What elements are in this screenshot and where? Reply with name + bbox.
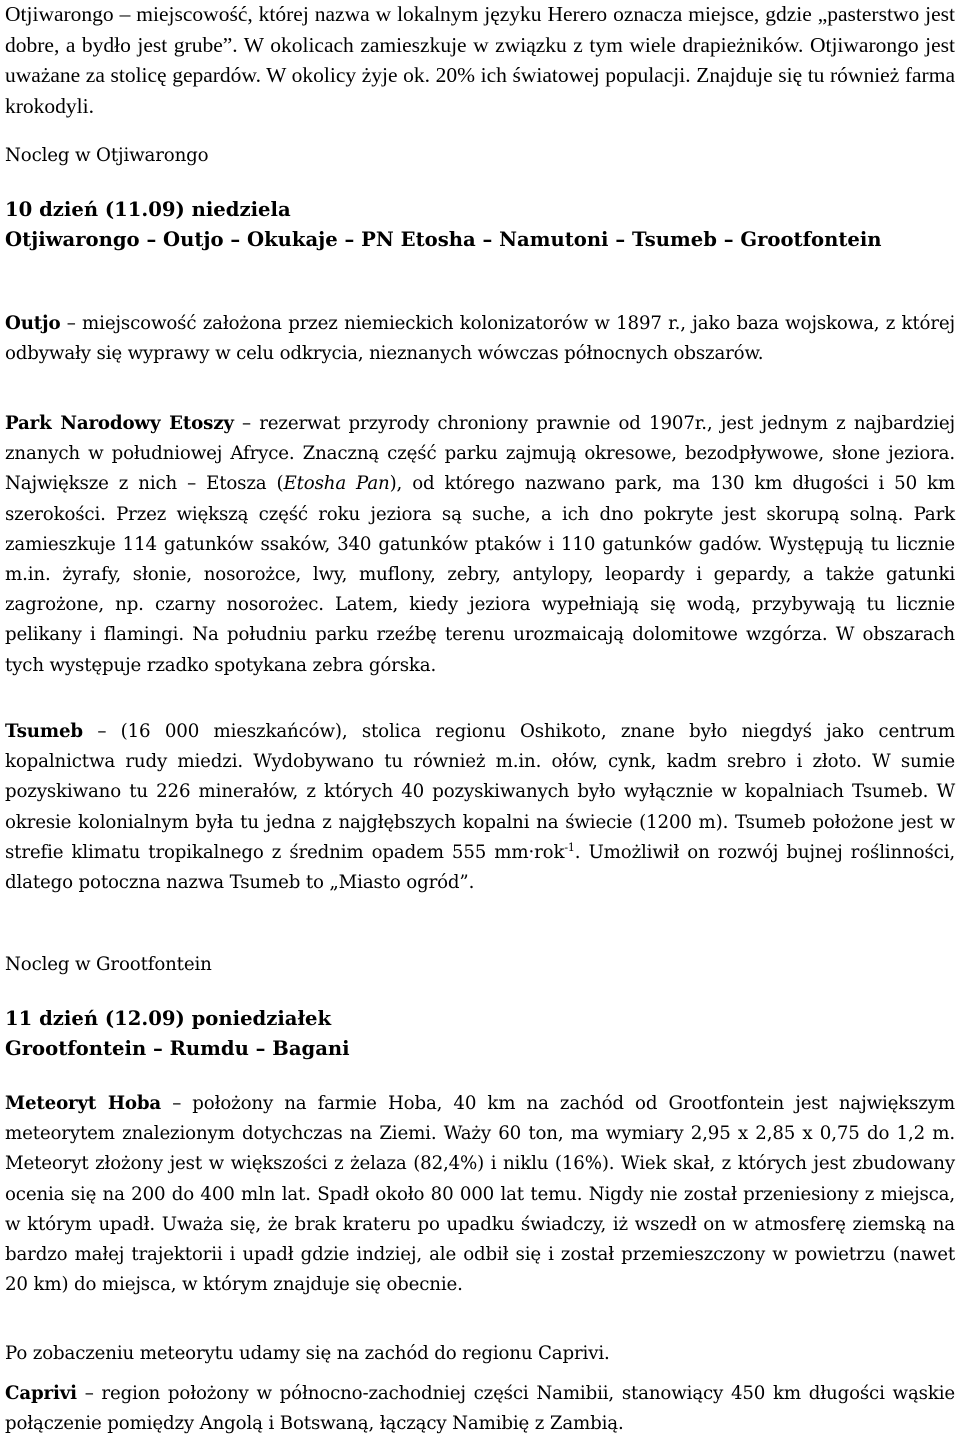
etosha-paragraph: Park Narodowy Etoszy – rezerwat przyrody chroniony prawnie od 1907r., jest jednym z najbardziej znanych w południowej Afryce. Znaczną część parku zajmują okresowe, bezodpływowe, słone jeziora. Największe z nich – Etosza (Etosha Pan), od którego nazwano park, ma 130 km długości i 50 km szerokości. Przez większą część roku jeziora są suche, a ich dno pokryte jest skorupą solną. Park zamieszkuje 114 gatunków ssaków, 340 gatunków ptaków i 110 gatunków gadów. Występują tu licznie m.in. żyrafy, słonie, nosorożce, lwy, muflony, zebry, antylopy, leopardy i gepardy, a także gatunki zagrożone, np. czarny nosorożec. Latem, kiedy jeziora wypełniają się wodą, przybywają tu licznie pelikany i flamingi. Na południu parku rzeźbę terenu urozmaicają dolomitowe wzgórza. W obszarach tych występuje rzadko spotykana zebra górska. (5, 413, 956, 676)
paragraph-term: Outjo (5, 313, 61, 334)
accommodation-note: Nocleg w Otjiwarongo (5, 145, 209, 166)
paragraph-term: Meteoryt Hoba (5, 1093, 162, 1114)
paragraph-term: Tsumeb (5, 721, 83, 742)
paragraph-term: Caprivi (5, 1383, 77, 1404)
caprivi-intro: Po zobaczeniu meteorytu udamy się na zachód do regionu Caprivi. (5, 1343, 610, 1364)
paragraph-term: Park Narodowy Etoszy (5, 413, 234, 434)
intro-paragraph: Otjiwarongo – miejscowość, której nazwa w lokalnym języku Herero oznacza miejsce, gdzie „pasterstwo jest dobre, a bydło jest grube”. W okolicach zamieszkuje w związku z tym wiele drapieżników. Otjiwarongo jest uważane za stolicę gepardów. W okolicy żyje ok. 20% ich światowej populacji. Znajduje się tu również farma krokodyli. (5, 2, 955, 118)
day-heading: 10 dzień (11.09) niedziela (5, 198, 291, 221)
day-route: Grootfontein – Rumdu – Bagani (5, 1037, 350, 1060)
caprivi-paragraph: Caprivi – region położony w północno-zachodniej części Namibii, stanowiący 450 km długości wąskie połączenie pomiędzy Angolą i Botswaną, łączący Namibię z Zambią. (5, 1383, 955, 1435)
tsumeb-paragraph: Tsumeb – (16 000 mieszkańców), stolica regionu Oshikoto, znane było niegdyś jako centrum kopalnictwa rudy miedzi. Wydobywano tu również m.in. ołów, cynk, kadm srebro i złoto. W sumie pozyskiwano tu 226 minerałów, z których 40 pozyskiwanych było wyłącznie w kopalniach Tsumeb. W okresie kolonialnym była tu jedna z najgłębszych kopalni na świecie (1200 m). Tsumeb położone jest w strefie klimatu tropikalnego z średnim opadem 555 mm·rok$^{-1}$. Umożliwił on rozwój bujnej roślinności, dlatego potoczna nazwa Tsumeb to „Miasto ogród”. (5, 721, 955, 894)
outjo-paragraph: Outjo – miejscowość założona przez niemieckich kolonizatorów w 1897 r., jako baza wojskowa, z której odbywały się wyprawy w celu odkrycia, nieznanych wówczas północnych obszarów. (5, 313, 955, 365)
day-route: Otjiwarongo – Outjo – Okukaje – PN Etosha – Namutoni – Tsumeb – Grootfontein (5, 228, 882, 251)
day-heading: 11 dzień (12.09) poniedziałek (5, 1007, 332, 1030)
hoba-paragraph: Meteoryt Hoba – położony na farmie Hoba, 40 km na zachód od Grootfontein jest największym meteorytem znalezionym dotychczas na Ziemi. Waży 60 ton, ma wymiary 2,95 x 2,85 x 0,75 do 1,2 m. Meteoryt złożony jest w większości z żelaza (82,4%) i niklu (16%). Wiek skał, z których jest zbudowany ocenia się na 200 do 400 mln lat. Spadł około 80 000 lat temu. Nigdy nie został przeniesiony z miejsca, w którym upadł. Uważa się, że brak krateru po upadku świadczy, iż wszedł on w atmosferę ziemską na bardzo małej trajektorii i upadł gdzie indziej, ale odbił się i został przemieszczony w powietrzu (nawet 20 km) do miejsca, w którym znajduje się obecnie. (5, 1093, 955, 1296)
accommodation-note: Nocleg w Grootfontein (5, 954, 212, 975)
